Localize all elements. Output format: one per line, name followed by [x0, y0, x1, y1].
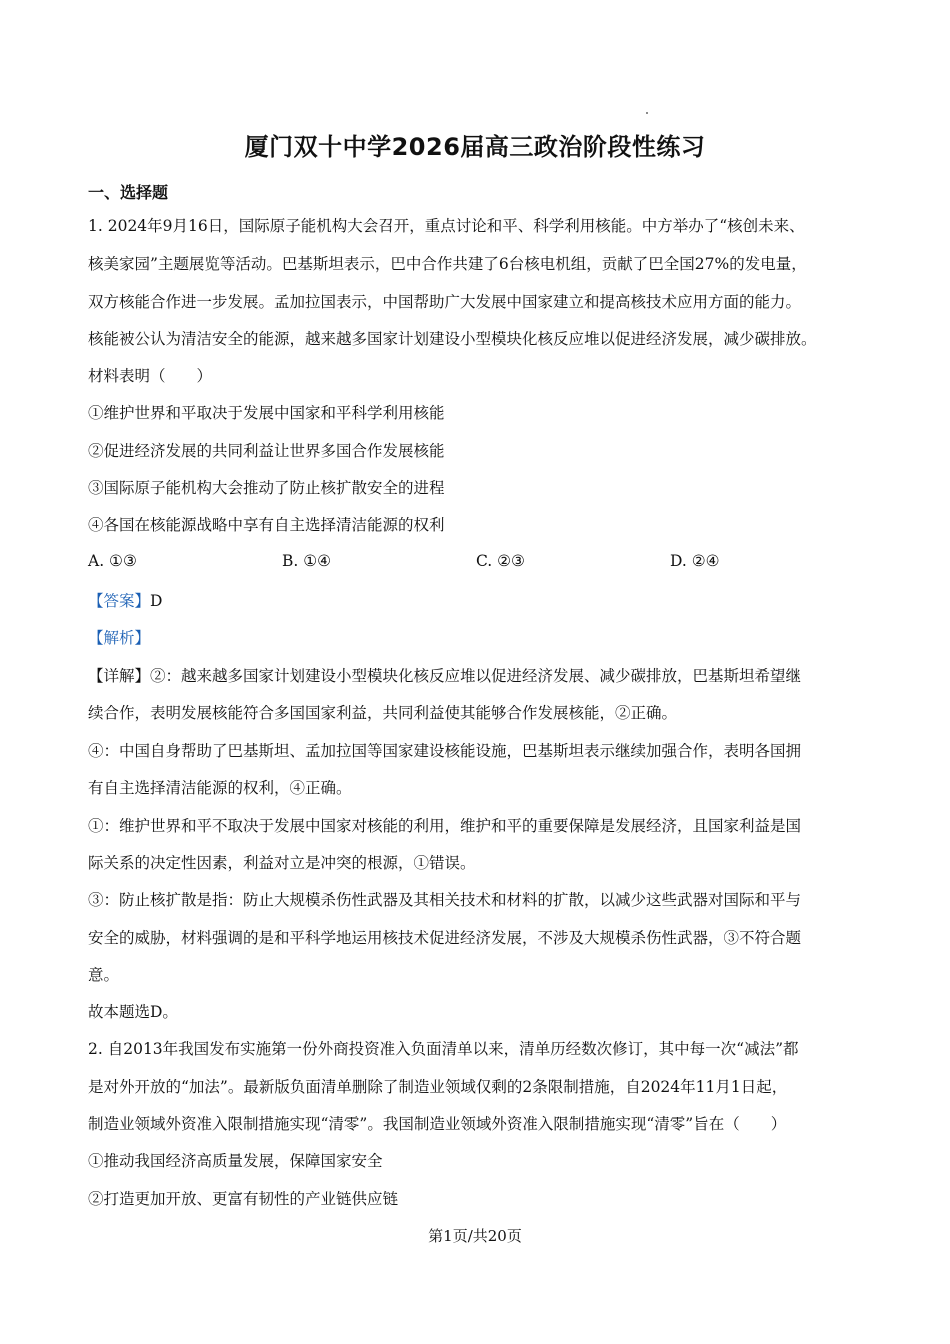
detail-line: 际关系的决定性因素，利益对立是冲突的根源，①错误。 — [88, 854, 476, 872]
option-d: D. ②④ — [670, 552, 720, 570]
detail-text: ②：越来越多国家计划建设小型模块化核反应堆以促进经济发展、减少碳排放，巴基斯坦希望继 — [150, 667, 802, 685]
answer-line — [88, 590, 162, 612]
detail-line: ③：防止核扩散是指：防止大规模杀伤性武器及其相关技术和材料的扩散，以减少这些武器对国际和平与 — [88, 891, 802, 909]
analysis-label: 【解析】 — [88, 629, 151, 647]
answer-value: D — [150, 592, 163, 610]
detail-line: ①：维护世界和平不取决于发展中国家对核能的利用，维护和平的重要保障是发展经济，且国家利益是国 — [88, 817, 802, 835]
q2-stem-line: 制造业领域外资准入限制措施实现“清零”。我国制造业领域外资准入限制措施实现“清零”旨在（ ） — [88, 1115, 787, 1133]
option-b: B. ①④ — [282, 552, 332, 570]
q1-statement: ④各国在核能源战略中享有自主选择清洁能源的权利 — [88, 516, 445, 534]
scan-speck — [646, 112, 648, 114]
q1-stem-line: 核美家园”主题展览等活动。巴基斯坦表示，巴中合作共建了6台核电机组，贡献了巴全国27%的发电量， — [88, 255, 807, 273]
q1-statement: ①维护世界和平取决于发展中国家和平科学利用核能 — [88, 404, 445, 422]
q2-stem-line: 2. 自2013年我国发布实施第一份外商投资准入负面清单以来，清单历经数次修订，其中每一次“减法”都 — [88, 1040, 799, 1058]
q2-stem-line: 是对外开放的“加法”。最新版负面清单删除了制造业领域仅剩的2条限制措施，自2024年11月1日起， — [88, 1078, 788, 1096]
q1-options — [88, 552, 888, 574]
page-footer: 第1页/共20页 — [428, 1227, 522, 1245]
q1-statement: ②促进经济发展的共同利益让世界多国合作发展核能 — [88, 442, 445, 460]
conclusion-line: 故本题选D。 — [88, 1003, 178, 1021]
detail-line: 续合作，表明发展核能符合多国国家利益，共同利益使其能够合作发展核能，②正确。 — [88, 704, 678, 722]
page-title: 厦门双十中学2026届高三政治阶段性练习 — [244, 133, 706, 161]
detail-line: ④：中国自身帮助了巴基斯坦、孟加拉国等国家建设核能设施，巴基斯坦表示继续加强合作，表明各国拥 — [88, 742, 802, 760]
q1-stem-line: 1. 2024年9月16日，国际原子能机构大会召开，重点讨论和平、科学利用核能。中方举办了“核创未来、 — [88, 217, 805, 235]
detail-line — [88, 665, 801, 687]
q2-statement: ①推动我国经济高质量发展，保障国家安全 — [88, 1152, 383, 1170]
detail-line: 有自主选择清洁能源的权利，④正确。 — [88, 779, 352, 797]
option-a: A. ①③ — [88, 552, 137, 570]
q1-stem-line: 双方核能合作进一步发展。孟加拉国表示，中国帮助广大发展中国家建立和提高核技术应用方面的能力。 — [88, 293, 802, 311]
q2-statement: ②打造更加开放、更富有韧性的产业链供应链 — [88, 1190, 399, 1208]
q1-statement: ③国际原子能机构大会推动了防止核扩散安全的进程 — [88, 479, 445, 497]
option-c: C. ②③ — [476, 552, 525, 570]
detail-label: 【详解】 — [88, 667, 151, 685]
detail-line: 意。 — [88, 966, 120, 984]
q1-stem-line: 核能被公认为清洁安全的能源，越来越多国家计划建设小型模块化核反应堆以促进经济发展，减少碳排放。 — [88, 330, 817, 348]
detail-line: 安全的威胁，材料强调的是和平科学地运用核技术促进经济发展，不涉及大规模杀伤性武器，③不符合题 — [88, 929, 802, 947]
answer-label: 【答案】 — [88, 592, 151, 610]
q1-stem-line: 材料表明（ ） — [88, 367, 213, 385]
section-heading: 一、选择题 — [88, 183, 169, 202]
